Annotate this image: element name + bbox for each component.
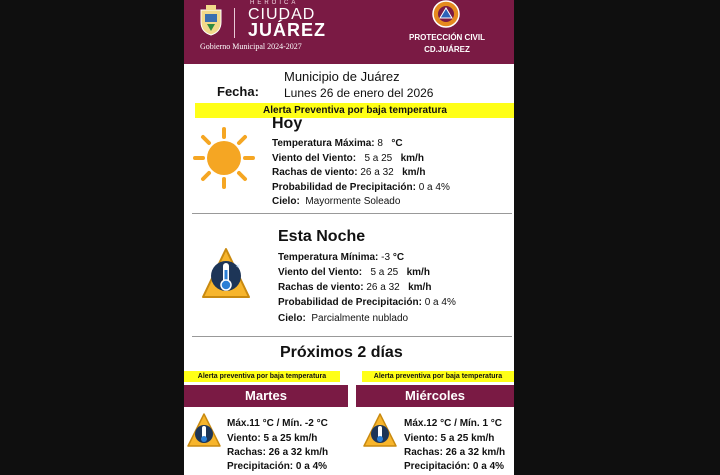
hoy-temp-unit: °C xyxy=(391,138,403,149)
hoy-title: Hoy xyxy=(272,115,303,132)
hoy-cielo-row xyxy=(272,196,400,207)
main-alert-banner: Alerta Preventiva por baja temperatura xyxy=(195,103,514,118)
day-alert-miercoles: Alerta preventiva por baja temperatura xyxy=(362,371,514,382)
hoy-temp-value: 8 xyxy=(377,138,383,149)
martes-rachas: Rachas: 26 a 32 km/h xyxy=(227,447,329,458)
hoy-precip-label: Probabilidad de Precipitación: xyxy=(272,182,416,193)
hoy-precip-row xyxy=(272,182,450,193)
noche-temp-unit: °C xyxy=(392,252,405,263)
day-alert-martes: Alerta preventiva por baja temperatura xyxy=(184,371,340,382)
noche-rachas-value: 26 a 32 xyxy=(366,282,400,293)
noche-precip-label: Probabilidad de Precipitación: xyxy=(278,297,422,308)
cold-thermometer-icon xyxy=(200,246,252,302)
miercoles-precip: Precipitación: 0 a 4% xyxy=(404,461,505,472)
gobierno-municipal-text: Gobierno Municipal 2024-2027 xyxy=(200,42,302,51)
ciudad-text: CIUDAD xyxy=(248,6,316,23)
cold-warning-icon xyxy=(186,412,222,450)
hoy-rachas-unit: km/h xyxy=(402,167,426,178)
hoy-cielo-value: Mayormente Soleado xyxy=(305,196,401,207)
hoy-temperatura-row xyxy=(272,138,403,149)
cold-warning-icon xyxy=(362,412,398,450)
noche-cielo-row xyxy=(278,313,408,324)
municipio-text: Municipio de Juárez xyxy=(284,69,400,84)
miercoles-rachas: Rachas: 26 a 32 km/h xyxy=(404,447,506,458)
heroica-text: HEROICA xyxy=(250,0,299,6)
noche-temperatura-row xyxy=(278,252,404,263)
section-separator xyxy=(192,336,512,337)
noche-viento-value: 5 a 25 xyxy=(370,267,399,278)
hoy-viento-unit: km/h xyxy=(400,153,424,164)
hoy-cielo-label: Cielo: xyxy=(272,196,300,207)
fecha-label: Fecha: xyxy=(217,84,259,99)
proteccion-civil-emblem-icon xyxy=(424,0,468,30)
noche-precip-row xyxy=(278,297,456,308)
noche-temp-label: Temperatura Mínima: xyxy=(278,252,379,263)
hoy-viento-value: 5 a 25 xyxy=(364,153,393,164)
section-separator xyxy=(192,213,512,214)
martes-precip: Precipitación: 0 a 4% xyxy=(227,461,328,472)
fecha-value: Lunes 26 de enero del 2026 xyxy=(284,86,434,100)
svg-text:*: * xyxy=(236,263,240,272)
miercoles-temps: Máx.12 °C / Mín. 1 °C xyxy=(404,418,503,429)
hoy-viento-label: Viento del Viento: xyxy=(272,153,357,164)
hoy-viento-row xyxy=(272,153,424,164)
juarez-text: JUÁREZ xyxy=(248,20,327,40)
noche-rachas-unit: km/h xyxy=(408,282,432,293)
hoy-temp-label: Temperatura Máxima: xyxy=(272,138,375,149)
sun-icon xyxy=(192,126,256,190)
esta-noche-title: Esta Noche xyxy=(278,228,366,245)
noche-cielo-value: Parcialmente nublado xyxy=(311,313,409,324)
noche-viento-row xyxy=(278,267,430,278)
hoy-rachas-row xyxy=(272,167,425,178)
noche-temp-value: -3 xyxy=(381,252,391,263)
noche-precip-value: 0 a 4% xyxy=(424,297,456,308)
noche-rachas-label: Rachas de viento: xyxy=(278,282,364,293)
noche-viento-label: Viento del Viento: xyxy=(278,267,363,278)
noche-rachas-row xyxy=(278,282,431,293)
header-banner xyxy=(184,0,514,64)
proteccion-civil-text: PROTECCIÓN CIVIL xyxy=(408,33,485,42)
noche-cielo-label: Cielo: xyxy=(278,313,306,324)
cd-juarez-text: CD.JUÁREZ xyxy=(424,45,470,54)
hoy-precip-value: 0 a 4% xyxy=(418,182,450,193)
municipal-crest-icon xyxy=(198,4,224,36)
noche-viento-unit: km/h xyxy=(406,267,430,278)
header-divider xyxy=(234,8,235,38)
hoy-rachas-value: 26 a 32 xyxy=(360,167,394,178)
martes-viento: Viento: 5 a 25 km/h xyxy=(227,433,318,444)
proximos-dias-title: Próximos 2 días xyxy=(280,344,403,361)
day-header-miercoles: Miércoles xyxy=(356,385,514,407)
day-header-martes: Martes xyxy=(184,385,348,407)
weather-bulletin xyxy=(184,0,514,475)
martes-temps: Máx.11 °C / Mín. -2 °C xyxy=(227,418,328,429)
hoy-rachas-label: Rachas de viento: xyxy=(272,167,358,178)
miercoles-viento: Viento: 5 a 25 km/h xyxy=(404,433,495,444)
